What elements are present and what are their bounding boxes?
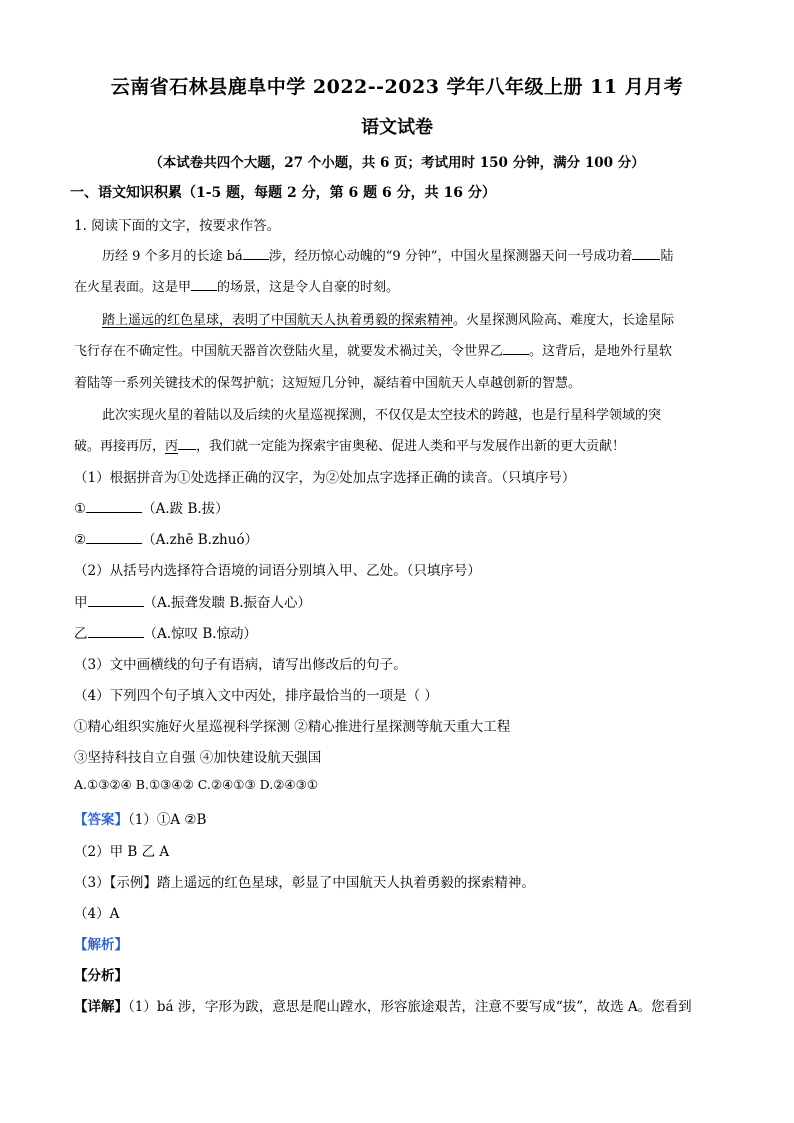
sentence-options: ③坚持科技自立自强 ④加快建设航天强国 — [74, 750, 322, 766]
passage-text: 陆 — [660, 249, 674, 264]
passage-text: 历经 9 个多月的长途 bá — [102, 249, 243, 264]
passage-line — [74, 435, 625, 454]
answer-blank[interactable] — [88, 594, 144, 607]
detail-label: 【详解】 — [74, 999, 128, 1015]
passage-line — [74, 276, 399, 295]
passage-text: 飞行存在不确定性。中国航天器首次登陆火星，就要发术禍过关，令世界乙 — [74, 344, 504, 359]
answer-line: （2）甲 B 乙 A — [74, 844, 170, 860]
blank — [243, 247, 269, 260]
passage-text: 的场景，这是令人自豪的时刻。 — [217, 280, 400, 295]
passage-text: 在火星表面。这是甲 — [74, 280, 192, 295]
subquestion-1: （1）根据拼音为①处选择正确的汉字，为②处加点字选择正确的读音。（只填序号） — [74, 470, 576, 486]
subquestion-2: （2）从括号内选择符合语境的词语分别填入甲、乙处。（只填序号） — [74, 563, 481, 579]
blank-label: 丙 — [165, 439, 179, 454]
blank — [191, 278, 217, 291]
exam-title: 云南省石林县鹿阜中学 2022--2023 学年八年级上册 11 月月考 — [110, 76, 684, 98]
passage-line — [102, 309, 674, 328]
subquestion-4: （4）下列四个句子填入文中丙处，排序最恰当的一项是（ ） — [74, 688, 438, 704]
answer-line — [74, 808, 206, 828]
passage-text: 涉，经历惊心动魄的“9 分钟”，中国火星探测器天问一号成功着 — [268, 249, 633, 264]
analysis-label: 【解析】 — [74, 937, 128, 953]
passage-line — [102, 245, 673, 264]
answer-label: 【答案】 — [74, 812, 128, 828]
option-line — [74, 591, 311, 611]
answer-text: （1）①A ②B — [128, 812, 207, 828]
blank — [178, 437, 196, 450]
choice-options: A.①③②④ B.①③④② C.②④①③ D.②④③① — [74, 777, 319, 792]
option-text: （A.振聋发聩 B.振奋人心） — [143, 595, 312, 611]
answer-line: （4）A — [74, 906, 120, 922]
answer-line: （3）【示例】踏上遥远的红色星球，彰显了中国航天人执着勇毅的探索精神。 — [74, 875, 535, 891]
option-text: （A.跋 B.拔） — [142, 501, 229, 517]
blank — [632, 247, 660, 260]
answer-blank[interactable] — [88, 625, 144, 638]
passage-text: 破。再接再厉， — [74, 439, 166, 454]
sentence-options: ①精心组织实施好火星巡视科学探测 ②精心推进行星探测等航天重大工程 — [74, 719, 511, 735]
passage-text: 。火星探测风险高、难度大，长途星际 — [453, 313, 675, 328]
passage-text: ，我们就一定能为探索宇宙奥秘、促进人类和平与发展作出新的更大贡献！ — [196, 439, 626, 454]
detail-line — [74, 995, 692, 1015]
passage-text: 。这背后，是地外行星软 — [529, 344, 673, 359]
passage-line — [74, 340, 672, 359]
option-number: 甲 — [74, 595, 88, 611]
underlined-sentence: 踏上遥远的红色星球，表明了中国航天人执着勇毅的探索精神 — [102, 313, 454, 328]
option-number: ② — [74, 532, 87, 548]
answer-blank[interactable] — [86, 531, 142, 544]
detail-text: （1）bá 涉，字形为跋，意思是爬山蹚水，形容旅途艰苦，注意不要写成“拔”，故选 A。您看到 — [128, 999, 692, 1015]
fenxi-label: 【分析】 — [74, 968, 128, 984]
question-prompt: 1. 阅读下面的文字，按要求作答。 — [74, 218, 281, 234]
subquestion-3: （3）文中画横线的句子有语病，请写出修改后的句子。 — [74, 657, 407, 673]
option-line — [74, 497, 229, 517]
exam-subtitle: 语文试卷 — [361, 117, 433, 138]
option-line — [74, 528, 258, 548]
option-number: ① — [74, 501, 87, 517]
blank — [503, 342, 529, 355]
option-number: 乙 — [74, 626, 88, 642]
option-line — [74, 622, 257, 642]
exam-note: （本试卷共四个大题，27 个小题，共 6 页；考试用时 150 分钟，满分 100 分） — [149, 155, 645, 171]
passage-line: 着陆等一系列关键技术的保驾护航；这短短几分钟，凝结着中国航天人卓越创新的智慧。 — [74, 376, 582, 391]
passage-line: 此次实现火星的着陆以及后续的火星巡视探测，不仅仅是太空技术的跨越，也是行星科学领域的突 — [102, 408, 662, 423]
section-heading: 一、语文知识积累（1-5 题，每题 2 分，第 6 题 6 分，共 16 分） — [70, 185, 496, 201]
option-text: （A.惊叹 B.惊动） — [143, 626, 258, 642]
option-text: （A.zhē B.zhuó） — [142, 532, 259, 548]
answer-blank[interactable] — [86, 500, 142, 513]
